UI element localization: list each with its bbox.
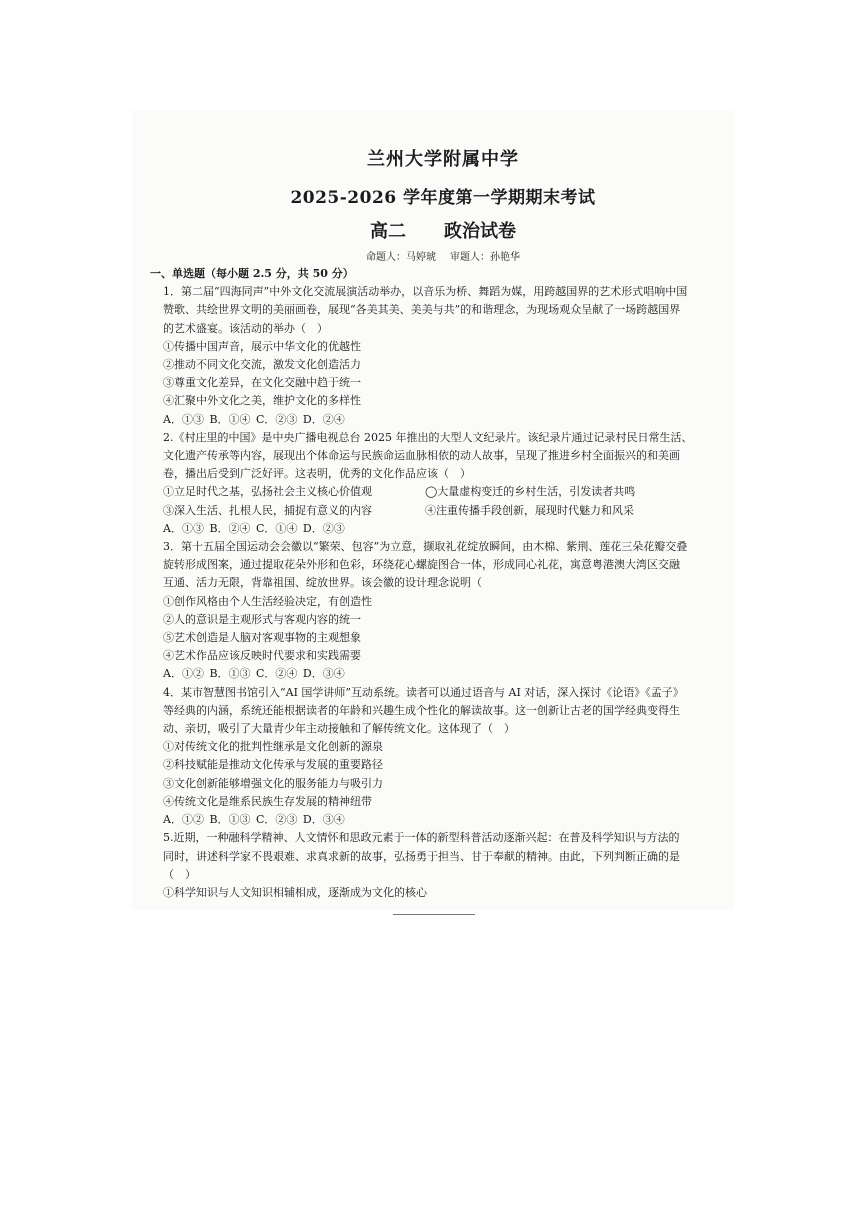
option-statement: ①立足时代之基，弘扬社会主义核心价值观 xyxy=(163,485,372,499)
option-pair-row xyxy=(163,483,723,501)
answer-choices: A．①③ B．②④ C．①④ D．②③ xyxy=(163,521,345,535)
option-statement: ④汇聚中外文化之美，维护文化的多样性 xyxy=(163,394,361,408)
option-statement: ②推动不同文化交流，激发文化创造活力 xyxy=(163,358,361,372)
question-stem-line: 2.《村庄里的中国》是中央广播电视总台 2025 年推出的大型人文纪录片。该纪录片通过记录村民日常生活、 xyxy=(163,430,693,444)
option-statement: ③深入生活、扎根人民，捕捉有意义的内容 xyxy=(163,503,372,517)
author-line xyxy=(163,248,723,263)
option-statement: ◯大量虚构变迁的乡村生活，引发读者共鸣 xyxy=(425,485,636,499)
question-4 xyxy=(163,684,723,830)
grade-label: 高二 xyxy=(370,221,406,242)
school-name: 兰州大学附属中学 xyxy=(367,149,519,170)
answer-choices: A．①③ B．①④ C．②③ D．②④ xyxy=(163,412,345,426)
option-statement: ①对传统文化的批判性继承是文化创新的源泉 xyxy=(163,740,383,754)
option-statement: ⑤艺术创造是人脑对客观事物的主观想象 xyxy=(163,631,361,645)
page-footer-divider xyxy=(393,914,475,915)
question-1 xyxy=(163,283,723,429)
subject-title xyxy=(163,217,723,243)
option-statement: ④艺术作品应该反映时代要求和实践需要 xyxy=(163,649,361,663)
section-title: 一、单选题（每小题 2.5 分，共 50 分） xyxy=(150,267,354,280)
question-stem-line: 5.近期，一种融科学精神、人文情怀和思政元素于一体的新型科普活动逐渐兴起：在普及科学知识与方法的 xyxy=(163,831,680,845)
question-stem-line: 4．某市智慧图书馆引入“AI 国学讲师”互动系统。读者可以通过语音与 AI 对话，深入探讨《论语》《孟子》 xyxy=(163,685,684,699)
question-2 xyxy=(163,429,723,538)
question-stem-line: 赞歌、共绘世界文明的美丽画卷，展现“各美其美、美美与共”的和谐理念，为现场观众呈献了一场跨越国界 xyxy=(163,303,681,317)
question-stem-line: 卷，播出后受到广泛好评。这表明，优秀的文化作品应该（ ） xyxy=(163,467,471,481)
answer-choices: A．①② B．①③ C．②③ D．③④ xyxy=(163,813,345,827)
subject-label: 政治试卷 xyxy=(444,221,516,242)
question-5 xyxy=(163,829,723,902)
option-statement: ④注重传播手段创新，展现时代魅力和风采 xyxy=(425,503,634,517)
question-stem-line: 的艺术盛宴。该活动的举办（ ） xyxy=(163,321,328,335)
exam-title: 2025-2026 学年度第一学期期末考试 xyxy=(290,188,596,208)
option-statement: ③文化创新能够增强文化的服务能力与吸引力 xyxy=(163,776,383,790)
option-statement: ①传播中国声音，展示中华文化的优越性 xyxy=(163,339,361,353)
question-stem-line: （ ） xyxy=(163,867,196,881)
question-stem-line: 等经典的内涵，系统还能根据读者的年龄和兴趣生成个性化的解读故事。这一创新让古老的国学经典变得生 xyxy=(163,703,680,717)
option-pair-row xyxy=(163,502,723,520)
answer-choices: A．①② B．①③ C．②④ D．③④ xyxy=(163,667,345,681)
question-author: 命题人：马婷琥 xyxy=(366,252,436,263)
question-reviewer: 审题人：孙艳华 xyxy=(450,252,520,263)
question-stem-line: 旋转形成图案，通过提取花朵外形和色彩，环绕花心螺旋图合一体，形成同心礼花，寓意粤港澳大湾区交融 xyxy=(163,558,680,572)
exam-content xyxy=(150,265,723,902)
question-stem-line: 文化遗产传承等内容，展现出个体命运与民族命运血脉相依的动人故事，呈现了推进乡村全面振兴的和美画 xyxy=(163,449,680,463)
option-statement: ①创作风格由个人生活经验决定，有创造性 xyxy=(163,594,372,608)
option-statement: ②人的意识是主观形式与客观内容的统一 xyxy=(163,612,361,626)
option-statement: ①科学知识与人文知识相辅相成，逐渐成为文化的核心 xyxy=(163,885,427,899)
question-stem-line: 动、亲切，吸引了大量青少年主动接触和了解传统文化。这体现了（ ） xyxy=(163,722,515,736)
question-stem-line: 3．第十五届全国运动会会徽以“繁荣、包容”为立意，撷取礼花绽放瞬间，由木棉、紫荆、莲花三朵花瓣交叠 xyxy=(163,540,688,554)
question-3 xyxy=(163,538,723,684)
option-statement: ④传统文化是维系民族生存发展的精神纽带 xyxy=(163,794,372,808)
question-stem-line: 1．第二届“四海同声”中外文化交流展演活动举办，以音乐为桥、舞蹈为媒，用跨越国界的艺术形式唱响中国 xyxy=(163,285,688,299)
option-statement: ③尊重文化差异，在文化交融中趋于统一 xyxy=(163,376,361,390)
question-stem-line: 互通、活力无限，背靠祖国、绽放世界。该会徽的设计理念说明（ xyxy=(163,576,482,590)
question-stem-line: 同时，讲述科学家不畏艰难、求真求新的故事，弘扬勇于担当、甘于奉献的精神。由此，下列判断正确的是 xyxy=(163,849,680,863)
option-statement: ②科技赋能是推动文化传承与发展的重要路径 xyxy=(163,758,383,772)
